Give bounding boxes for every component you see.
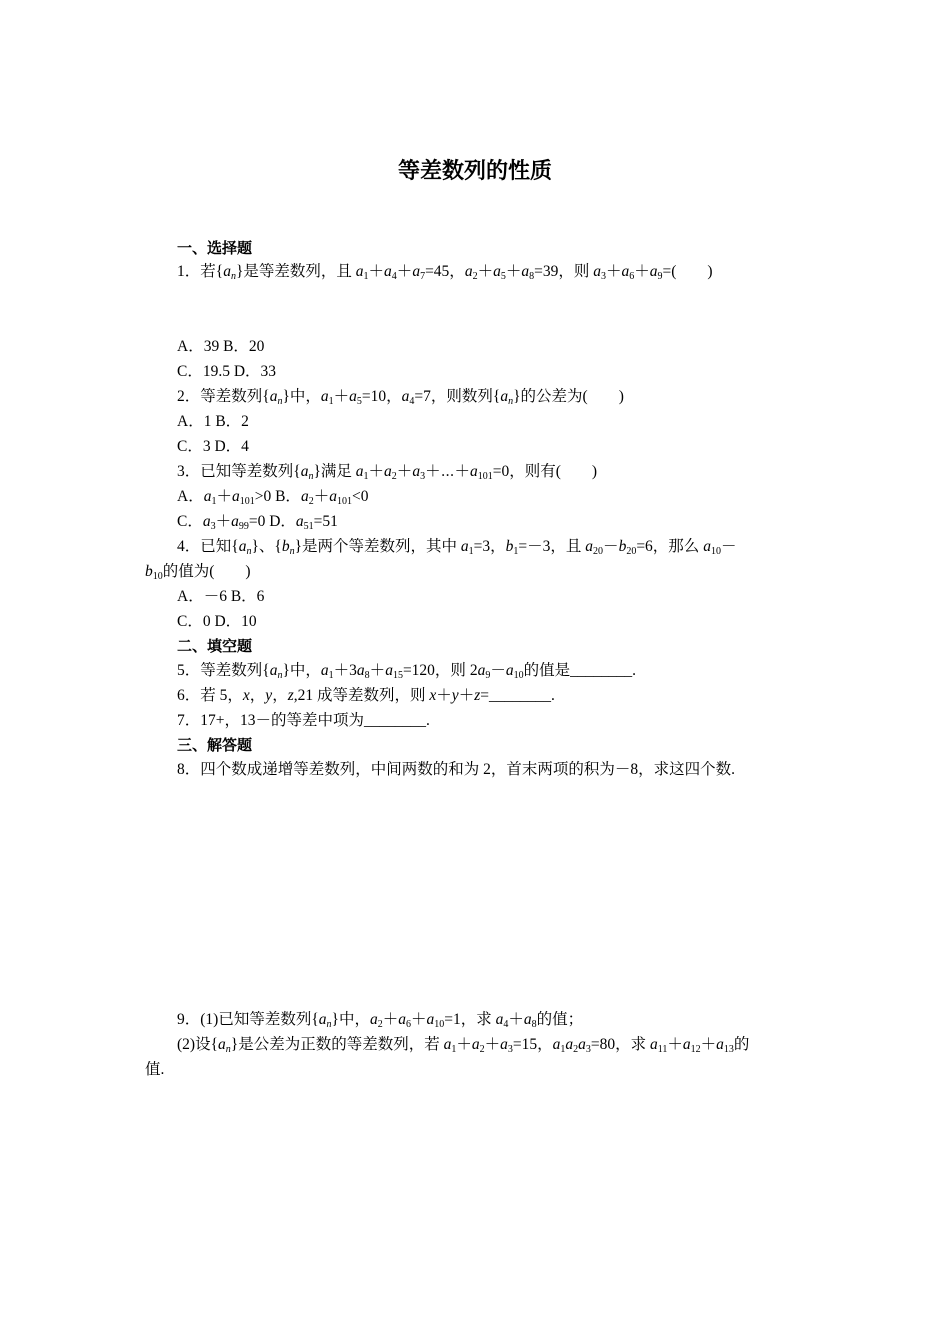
question-6: 6．若 5，x，y，z,21 成等差数列，则 x＋y＋z=________. (177, 687, 555, 704)
question-4-options-cd: C．0 D．10 (177, 613, 257, 630)
question-4: 4．已知$\{a_n\}$、$\{b_n\}$是两个等差数列，其中 $a_1=3$，$b_1=-3$，且 $a_{20}-b_{20}=6$，那么 $a_{10}-$ (177, 538, 737, 557)
question-9-part-1: 9．(1)已知等差数列$\{a_n\}$中，$a_2+a_6+a_{10}=1$，求 $a_4+a_8$的值； (177, 1011, 584, 1030)
question-2-options-ab: A．1 B．2 (177, 413, 249, 430)
question-9-part-2: (2)设$\{a_n\}$是公差为正数的等差数列，若 $a_1+a_2+a_3=15$，$a_1a_2a_3=80$，求 $a_{11}+a_{12}+a_{13}$的 (177, 1036, 750, 1055)
page-title: 等差数列的性质 (397, 159, 552, 184)
question-3-options-cd: C．$a_3+a_{99}=0$ D．$a_{51}=51$ (177, 513, 338, 532)
question-7: 7．17+，13－的等差中项为________. (177, 712, 430, 729)
question-2: 2．等差数列$\{a_n\}$中，$a_1+a_5=10$，$a_4=7$，则数列$\{a_n\}$的公差为( ) (177, 388, 624, 407)
question-1: 1．若$\{a_n\}$是等差数列，且 $a_1+a_4+a_7=45$，$a_2+a_5+a_8=39$，则 $a_3+a_6+a_9=$( ) (177, 263, 713, 282)
section-heading-solve: 三、解答题 (177, 736, 253, 754)
question-4-continued: $b_{10}$的值为( ) (145, 563, 251, 582)
question-5: 5．等差数列$\{a_n\}$中，$a_1+3a_8+a_{15}=120$，则 $2a_9-a_{10}$的值是________. (177, 662, 636, 681)
question-9-part-2-continued: 值. (145, 1061, 165, 1078)
section-heading-choice: 一、选择题 (177, 239, 253, 257)
question-1-options-ab: A．39 B．20 (177, 338, 265, 355)
question-2-options-cd: C．3 D．4 (177, 438, 249, 455)
question-1-options-cd: C．19.5 D．33 (177, 363, 277, 380)
question-3-options-ab: A．$a_1+a_{101}>0$ B．$a_2+a_{101}<0$ (177, 488, 369, 507)
question-3: 3．已知等差数列$\{a_n\}$满足 $a_1+a_2+a_3+\cdots+a_{101}=0$，则有( ) (177, 463, 598, 482)
section-heading-fill: 二、填空题 (177, 637, 253, 655)
question-4-options-ab: A．－6 B．6 (177, 588, 265, 605)
question-8: 8．四个数成递增等差数列，中间两数的和为 2，首末两项的积为－8，求这四个数. (177, 761, 736, 778)
